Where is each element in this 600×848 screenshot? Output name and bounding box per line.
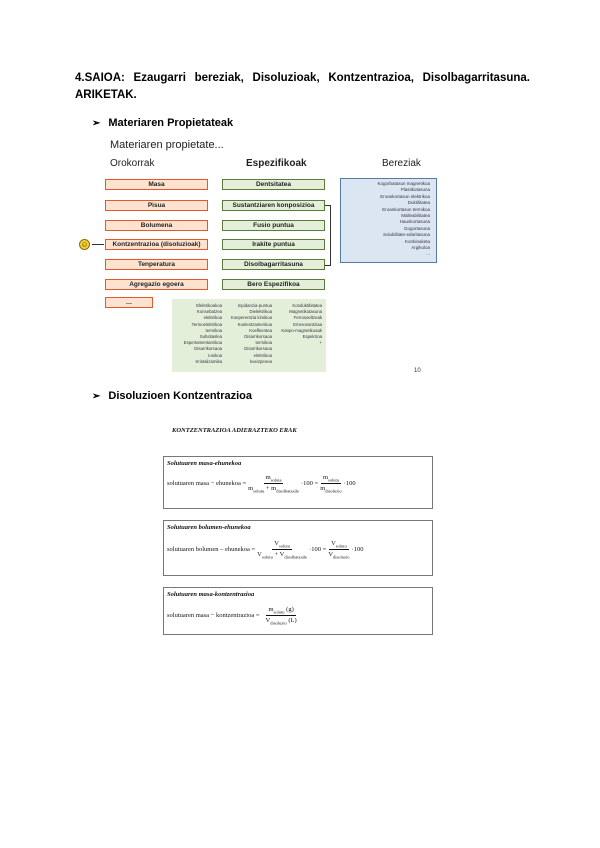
extra-item: Espektroa — [302, 334, 322, 340]
extra-item: Ionikoa — [208, 352, 222, 358]
extra-item: Kristalizamika — [195, 358, 222, 364]
extra-column — [276, 303, 322, 368]
arrow-bullet-icon: ➢ — [92, 390, 101, 402]
extra-item: Dielektrikoa — [249, 309, 272, 315]
extra-item: elektrikoa — [253, 352, 272, 358]
extra-item: Kanpo-magnetikoaak — [281, 327, 322, 333]
formula-masa-ehunekoa — [167, 474, 356, 494]
formula-subscript: soluta — [270, 477, 282, 483]
bereziak-item: Plastikotasuna — [400, 187, 430, 193]
formula-symbol: V — [257, 551, 262, 559]
orokorrak-item: Bolumena — [105, 220, 208, 231]
formula-symbol: V — [328, 551, 334, 559]
extra-item: Koelentzamenkoa — [237, 321, 272, 327]
bereziak-list — [340, 178, 437, 263]
formula-lhs: solutuaren bolumen – ehunekoa = — [167, 546, 256, 554]
bereziak-item: Duktilitatea — [407, 200, 430, 206]
orokorrak-item: Pisua — [105, 200, 208, 211]
formula-symbol: m — [248, 485, 254, 493]
formula-symbol: m — [265, 474, 271, 481]
orokorrak-item: Agregazio egoera — [105, 279, 208, 290]
bracket-line — [330, 205, 331, 265]
slide-title: Materiaren propietate... — [110, 139, 224, 151]
extra-item: koeizpenea — [250, 358, 272, 364]
extra-item: Disarrikorsaoa — [244, 346, 272, 352]
orokorrak-item: Tenperatura — [105, 259, 208, 270]
formula-subscript: disoluzio — [333, 554, 350, 560]
extra-column — [176, 303, 222, 368]
formula-subscript: solutu — [261, 554, 273, 560]
formula-unit: (g) — [284, 606, 294, 613]
formula-symbol: m — [322, 474, 328, 481]
extra-item: termikoa — [255, 340, 272, 346]
orokorrak-item: Masa — [105, 179, 208, 190]
fraction — [257, 540, 307, 560]
extra-item: Termoelektrikoa — [191, 321, 222, 327]
formula-subscript: disoluzio — [270, 620, 287, 626]
formula-subscript: solutu — [328, 477, 340, 483]
espezifikoak-item: Bero Espezifikoa — [222, 279, 325, 290]
extra-item: termikoa — [205, 327, 222, 333]
smiley-icon: ☺ — [80, 240, 89, 249]
extra-item: Suhsitaslea — [199, 334, 222, 340]
formula-subscript: disoluzio — [325, 488, 342, 494]
slide-page-number: 10 — [414, 368, 421, 374]
bereziak-item: Kogorbatasun magnetikoa — [377, 181, 430, 186]
extra-item: Koefkientea — [249, 327, 272, 333]
extra-item: Koeperentzia kimikoa — [230, 315, 272, 321]
formula-lhs: solutuaren masa − ehunekoa = — [167, 480, 247, 488]
figure-title: KONTZENTRAZIOA ADIERAZTEKO ERAK — [172, 427, 297, 434]
bereziak-item: ... — [426, 251, 430, 257]
column-header-espezifikoak: Espezifikoak — [246, 158, 307, 169]
bracket-line — [325, 265, 331, 266]
bereziak-item: Konbinaketa — [404, 238, 430, 244]
column-header-bereziak: Bereziak — [382, 158, 421, 169]
formula-operator: ·100 = — [309, 546, 327, 554]
extra-item: Disarrikorsaoa — [244, 334, 272, 340]
espezifikoak-item: Dentsitatea — [222, 179, 325, 190]
extra-item: Magnetikotasuna — [289, 309, 322, 315]
fraction — [328, 540, 349, 560]
formula-subscript: solutu — [278, 543, 290, 549]
bereziak-item: Argikoloa — [411, 245, 430, 251]
extra-item: Konduktibitatea — [292, 303, 322, 308]
bereziak-item: Hauskortasuna — [399, 219, 430, 225]
bereziak-item: Eroankortasun elektrikoa — [380, 193, 430, 199]
formula-symbol: + V — [272, 551, 285, 559]
extra-item: Elektrikoakoa — [196, 303, 222, 308]
page-heading: 4.SAIOA: Ezaugarri bereziak, Disoluzioak, Kontzentrazioa, Disolbagarritasuna. ARIKETAK. — [75, 72, 530, 101]
formula-symbol: m — [320, 485, 326, 493]
extra-item: elektrikoa — [203, 315, 222, 321]
extra-item: Inpidanzia-puntua — [237, 303, 272, 308]
formula-masa-kontzentrazioa — [167, 606, 299, 626]
extra-item: Erresonantziaa — [293, 321, 322, 327]
arrow-bullet-icon: ➢ — [92, 117, 101, 129]
fraction — [320, 474, 342, 494]
formula-operator: ·100 — [351, 546, 364, 554]
formula-title: Solutuaren masa-kontzentrazioa — [167, 591, 255, 598]
section-title: Disoluzioen Kontzentrazioa — [108, 390, 253, 402]
formula-lhs: solutuaren masa − kontzentrazioa = — [167, 612, 260, 620]
espezifikoak-item: Fusio puntua — [222, 220, 325, 231]
bereziak-item: Malleabilitatea — [401, 213, 430, 219]
espezifikoak-item: Sustantziaren konposizioa — [222, 200, 325, 211]
formula-unit: (L) — [286, 617, 297, 625]
formula-symbol: m — [268, 606, 274, 613]
bereziak-item: Gogortasuna — [403, 225, 430, 231]
extra-properties-grid — [172, 299, 326, 372]
extra-item: Konsebatzea — [196, 309, 222, 315]
formula-operator: ·100 = — [300, 480, 319, 488]
orokorrak-item: … — [105, 297, 153, 308]
section-disoluzioen-kontzentrazioa — [92, 390, 252, 402]
formula-subscript: solutu — [253, 488, 265, 494]
orokorrak-item: Kontzentrazioa (disoluzioak) — [105, 239, 208, 250]
formula-title: Solutuaren bolumen-ehunekoa — [167, 524, 251, 531]
extra-item: + — [319, 340, 322, 346]
formula-symbol: V — [265, 617, 271, 625]
formula-subscript: solutu — [335, 543, 347, 549]
espezifikoak-item: Disolbagarritasuna — [222, 259, 325, 270]
bereziak-item: Eroankortasun termikoa — [382, 206, 430, 212]
fraction — [266, 606, 297, 626]
formula-symbol: V — [331, 540, 336, 547]
formula-bolumen-ehunekoa — [167, 540, 363, 560]
formula-title: Solutuaren masa-ehunekoa — [167, 460, 242, 467]
section-materiaren-propietateak — [92, 117, 233, 129]
fraction — [248, 474, 299, 494]
formula-subscript: disolbatzaile — [284, 554, 308, 560]
formula-subscript: disolbatzaile — [276, 488, 299, 494]
formula-symbol: V — [274, 540, 279, 547]
formula-symbol: + m — [264, 485, 277, 493]
bereziak-item: Solubilitate-edaritasuna — [382, 232, 430, 238]
extra-item: Disarrikorsaoa — [194, 346, 222, 352]
formula-subscript: solutu — [273, 609, 285, 615]
bracket-line — [325, 205, 331, 206]
extra-column — [226, 303, 272, 368]
section-title: Materiaren Propietateak — [108, 117, 234, 129]
extra-item: Ferrosoeltzeak — [293, 315, 322, 321]
formula-operator: ·100 — [343, 480, 356, 488]
espezifikoak-item: Irakite puntua — [222, 239, 325, 250]
arrow-connector — [92, 244, 104, 245]
column-header-orokorrak: Orokorrak — [110, 158, 155, 169]
extra-item: Espertamentamikoa — [183, 340, 222, 346]
